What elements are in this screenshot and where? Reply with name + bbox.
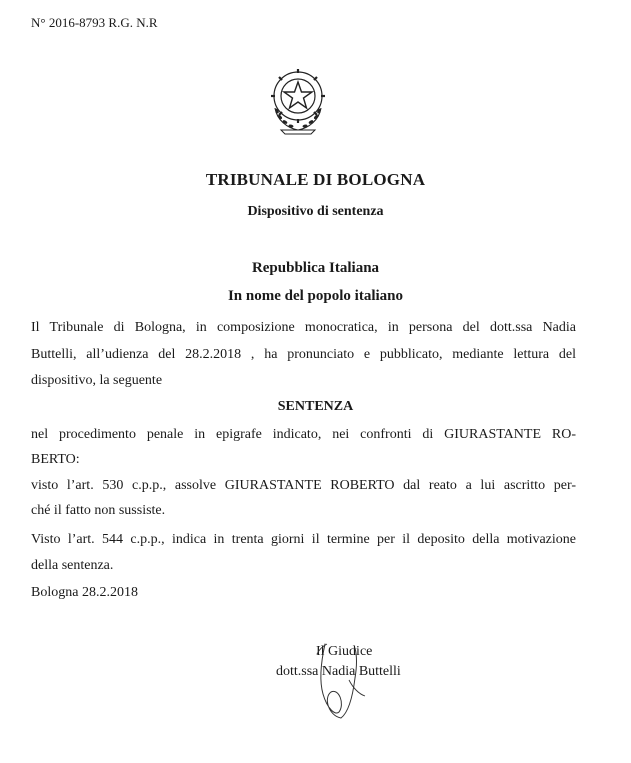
court-title: TRIBUNALE DI BOLOGNA (205, 170, 426, 189)
paragraph-line: BERTO: (31, 452, 80, 467)
sentenza-heading: SENTENZA (277, 399, 354, 414)
paragraph-line: Buttelli, all’udienza del 28.2.2018 , ha pronunciato e pubblicato, mediante lettura del (31, 347, 576, 362)
place-and-date: Bologna 28.2.2018 (31, 585, 138, 600)
paragraph-line: Visto l’art. 544 c.p.p., indica in trenta giorni il termine per il deposito della motivazione (31, 532, 576, 547)
paragraph-line: Il Tribunale di Bologna, in composizione monocratica, in persona del dott.ssa Nadia (31, 320, 576, 335)
italian-republic-emblem-icon (267, 64, 329, 136)
republic-heading: Repubblica Italiana (251, 260, 380, 276)
judge-role: Il Giudice (316, 644, 373, 659)
paragraph-line: ché il fatto non sussiste. (31, 503, 166, 518)
paragraph-line: della sentenza. (31, 558, 114, 573)
paragraph-line: nel procedimento penale in epigrafe indicato, nei confronti di GIURASTANTE RO- (31, 427, 576, 442)
handwritten-signature-icon (305, 632, 385, 722)
people-heading: In nome del popolo italiano (227, 288, 404, 304)
case-number: N° 2016-8793 R.G. N.R (31, 15, 158, 30)
paragraph-line: visto l’art. 530 c.p.p., assolve GIURASTANTE ROBERTO dal reato a lui ascritto per- (31, 478, 576, 493)
paragraph-line: dispositivo, la seguente (31, 373, 163, 388)
judge-name: dott.ssa Nadia Buttelli (276, 664, 401, 679)
document-subtitle: Dispositivo di sentenza (247, 204, 384, 219)
